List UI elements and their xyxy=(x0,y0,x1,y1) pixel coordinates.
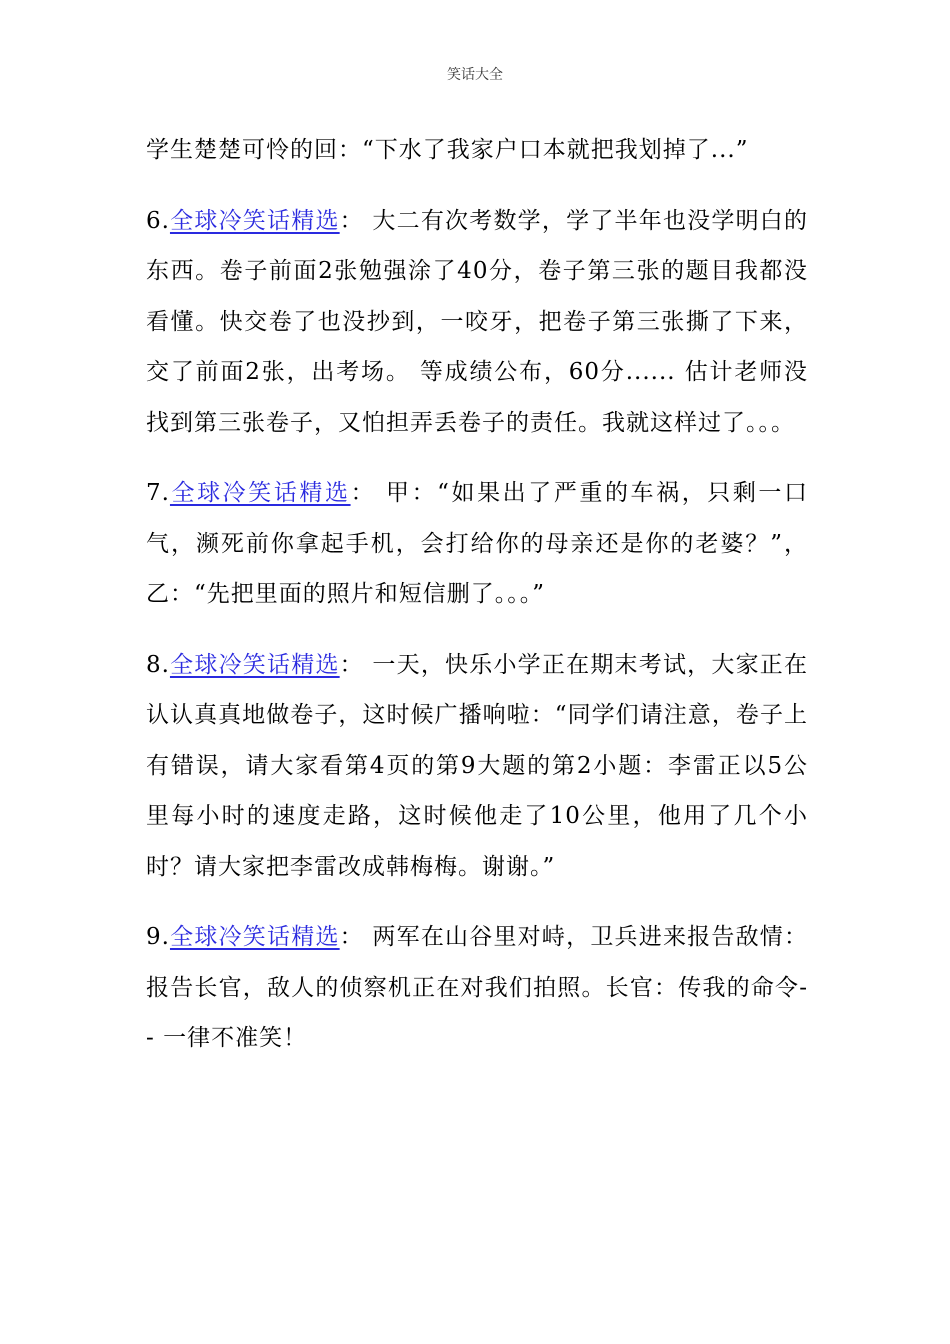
joke-text: 一天，快乐小学正在期末考试，大家正在认认真真地做卷子，这时候广播响啦：“同学们请注意，卷子上有错误，请大家看第4页的第9大题的第2小题：李雷正以5公里每小时的速度走路，这时候他走了10公里，他用了几个小时？请大家把李雷改成韩梅梅。谢谢。” xyxy=(146,651,809,880)
joke-7 xyxy=(146,468,808,620)
document-body xyxy=(146,125,808,1084)
joke-separator: ： xyxy=(339,207,373,234)
joke-text: 大二有次考数学，学了半年也没学明白的东西。卷子前面2张勉强涂了40分，卷子第三张的题目我都没看懂。快交卷了也没抄到，一咬牙，把卷子第三张撕了下来，交了前面2张，出考场。 等成绩公布，60分...... 估计老师没找到第三张卷子，又怕担弄丢卷子的责任。我就这样过了。。。 xyxy=(146,207,809,436)
joke-link[interactable]: 全球冷笑话精选 xyxy=(169,651,340,678)
joke-text: 甲：“如果出了严重的车祸，只剩一口气，濒死前你拿起手机，会打给你的母亲还是你的老婆？”，乙：“先把里面的照片和短信删了。。。” xyxy=(146,480,809,607)
joke-separator: ： xyxy=(350,480,387,506)
joke-link[interactable]: 全球冷笑话精选 xyxy=(169,480,351,506)
joke-8 xyxy=(146,640,808,893)
joke-separator: ： xyxy=(339,651,373,678)
joke-number: 8. xyxy=(146,651,170,678)
joke-separator: ： xyxy=(339,924,373,950)
joke-text: 两军在山谷里对峙，卫兵进来报告敌情：报告长官，敌人的侦察机正在对我们拍照。长官：传我的命令-- 一律不准笑！ xyxy=(146,924,809,1051)
joke-number: 7. xyxy=(146,480,170,506)
joke-6 xyxy=(146,196,808,449)
page-header: 笑话大全 xyxy=(447,67,503,83)
joke-9 xyxy=(146,912,808,1064)
joke-number: 9. xyxy=(146,924,170,950)
joke-link[interactable]: 全球冷笑话精选 xyxy=(169,924,340,950)
continuation-paragraph: 学生楚楚可怜的回：“下水了我家户口本就把我划掉了...” xyxy=(146,137,749,163)
joke-link[interactable]: 全球冷笑话精选 xyxy=(169,207,340,234)
joke-number: 6. xyxy=(146,207,170,234)
